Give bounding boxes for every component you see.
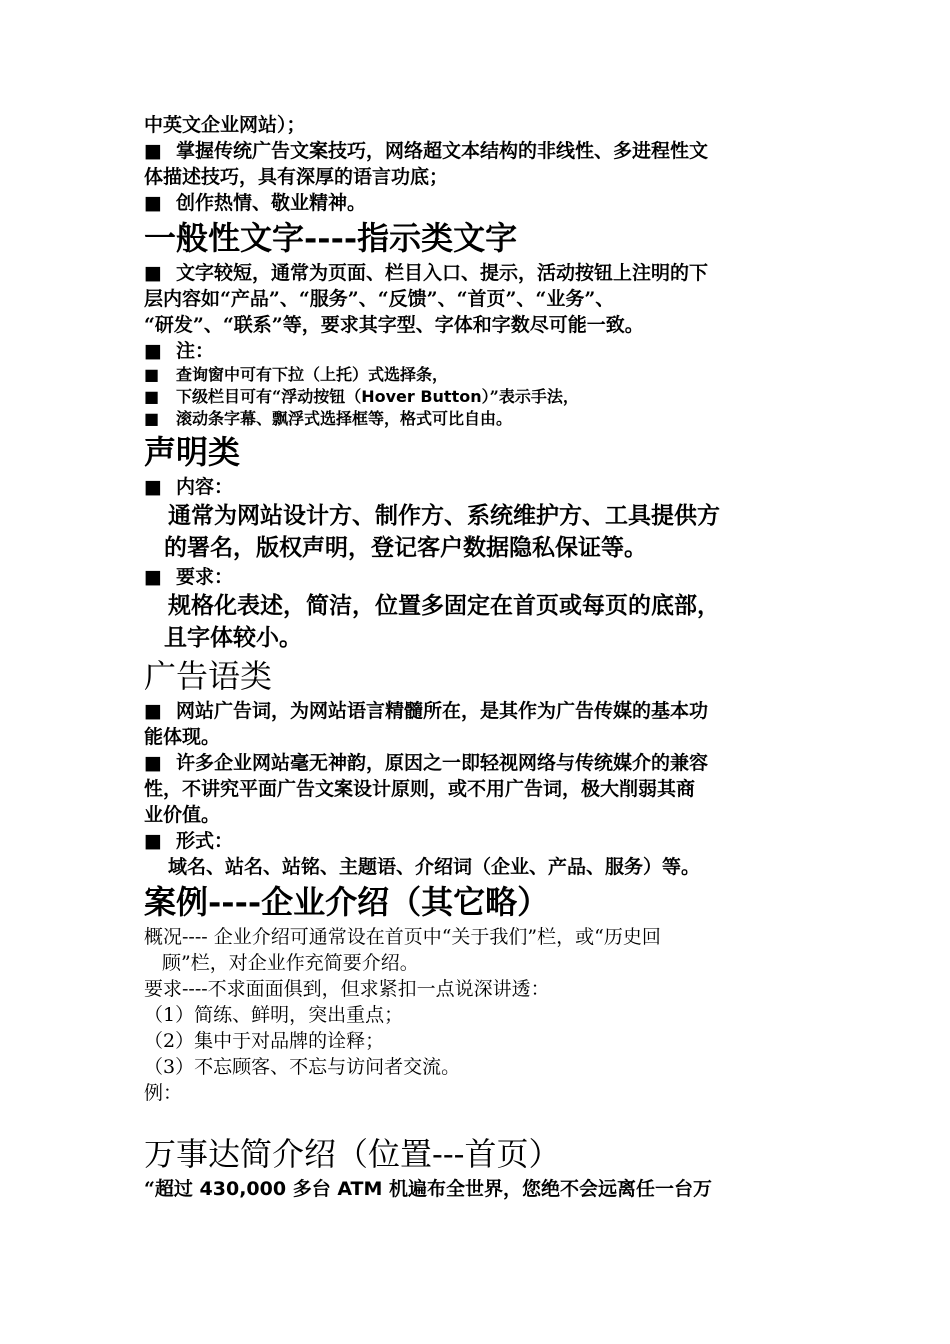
text-run: “超过 <box>144 1178 200 1200</box>
text-run-latin: ATM <box>337 1178 383 1200</box>
text-line: 中英文企业网站）； <box>144 114 306 136</box>
text-line: 能体现。 <box>144 726 221 748</box>
bullet-icon: ■ <box>144 192 162 214</box>
bullet-item <box>144 828 824 854</box>
text-line: 通常为网站设计方、制作方、系统维护方、工具提供方 <box>168 502 720 529</box>
list-item: （3）不忘顾客、不忘与访问者交流。 <box>144 1056 461 1078</box>
text-line: 业价值。 <box>144 804 221 826</box>
text-line: 性，不讲究平面广告文案设计原则，或不用广告词，极大削弱其商 <box>144 778 696 800</box>
bullet-icon: ■ <box>144 262 162 284</box>
section-heading-example: 万事达简介绍（位置---首页） <box>144 1135 561 1173</box>
bullet-icon: ■ <box>144 700 162 722</box>
text-run: 多台 <box>286 1178 338 1200</box>
bullet-item <box>144 564 824 590</box>
bullet-text: 创作热情、敬业精神。 <box>176 192 367 214</box>
text-line: 体描述技巧，具有深厚的语言功底； <box>144 166 449 188</box>
bullet-item <box>144 338 824 364</box>
spacer <box>144 1106 824 1132</box>
bullet-icon: ■ <box>144 340 162 362</box>
bullet-text: 查询窗中可有下拉（上托）式选择条， <box>176 365 449 384</box>
bullet-icon: ■ <box>144 365 160 384</box>
bullet-text: 许多企业网站毫无神韵，原因之一即轻视网络与传统媒介的兼容 <box>176 752 709 774</box>
bullet-item <box>144 138 824 164</box>
bullet-text: ）”表示手法， <box>481 387 579 406</box>
section-heading-statement: 声明类 <box>144 433 241 471</box>
list-item: （2）集中于对品牌的诠释； <box>144 1030 385 1052</box>
bullet-text: 形式： <box>176 830 234 852</box>
bullet-text: 下级栏目可有“浮动按钮（ <box>176 387 362 406</box>
bullet-text: 注： <box>176 340 215 362</box>
bullet-icon: ■ <box>144 566 162 588</box>
bullet-icon: ■ <box>144 830 162 852</box>
bullet-item <box>144 190 824 216</box>
text-line: 的署名，版权声明，登记客户数据隐私保证等。 <box>164 534 647 561</box>
bullet-item <box>144 260 824 286</box>
list-item: （1）简练、鲜明，突出重点； <box>144 1004 404 1026</box>
text-line: 概况---- 企业介绍可通常设在首页中“关于我们”栏，或“历史回 <box>144 926 661 948</box>
bullet-item <box>144 364 824 386</box>
bullet-icon: ■ <box>144 409 160 428</box>
bullet-text: 滚动条字幕、飘浮式选择框等，格式可比自由。 <box>176 409 513 428</box>
bullet-text: 掌握传统广告文案技巧，网络超文本结构的非线性、多进程性文 <box>176 140 709 162</box>
bullet-icon: ■ <box>144 140 162 162</box>
text-line: 域名、站名、站铭、主题语、介绍词（企业、产品、服务）等。 <box>168 856 701 878</box>
document-page <box>144 112 824 1202</box>
text-line: 且字体较小。 <box>164 624 302 651</box>
text-line: 层内容如“产品”、“服务”、“反馈”、“首页”、“业务”、 <box>144 288 615 310</box>
text-line: 例： <box>144 1082 183 1104</box>
bullet-text: 要求： <box>176 566 234 588</box>
bullet-text: 网站广告词，为网站语言精髓所在，是其作为广告传媒的基本功 <box>176 700 709 722</box>
bullet-item <box>144 386 824 408</box>
text-line: 要求----不求面面俱到，但求紧扣一点说深讲透： <box>144 978 550 1000</box>
text-line <box>144 1176 824 1202</box>
text-line: 顾”栏，对企业作充简要介绍。 <box>162 952 419 974</box>
bullet-item <box>144 474 824 500</box>
bullet-item <box>144 750 824 776</box>
text-line: “研发”、“联系”等，要求其字型、字体和字数尽可能一致。 <box>144 314 644 336</box>
text-line: 规格化表述，简洁，位置多固定在首页或每页的底部， <box>168 592 720 619</box>
bullet-item <box>144 698 824 724</box>
section-heading-case: 案例----企业介绍（其它略） <box>144 883 550 921</box>
bullet-icon: ■ <box>144 387 160 406</box>
bullet-item <box>144 408 824 430</box>
bullet-text-latin: Hover Button <box>361 387 482 406</box>
section-heading-slogan: 广告语类 <box>144 657 273 695</box>
text-run-number: 430,000 <box>199 1178 287 1200</box>
section-heading-indicative: 一般性文字----指示类文字 <box>144 219 518 257</box>
bullet-icon: ■ <box>144 752 162 774</box>
text-run: 机遍布全世界，您绝不会远离任一台万 <box>382 1178 713 1200</box>
bullet-icon: ■ <box>144 476 162 498</box>
bullet-text: 内容： <box>176 476 234 498</box>
bullet-text: 文字较短，通常为页面、栏目入口、提示，活动按钮上注明的下 <box>176 262 709 284</box>
